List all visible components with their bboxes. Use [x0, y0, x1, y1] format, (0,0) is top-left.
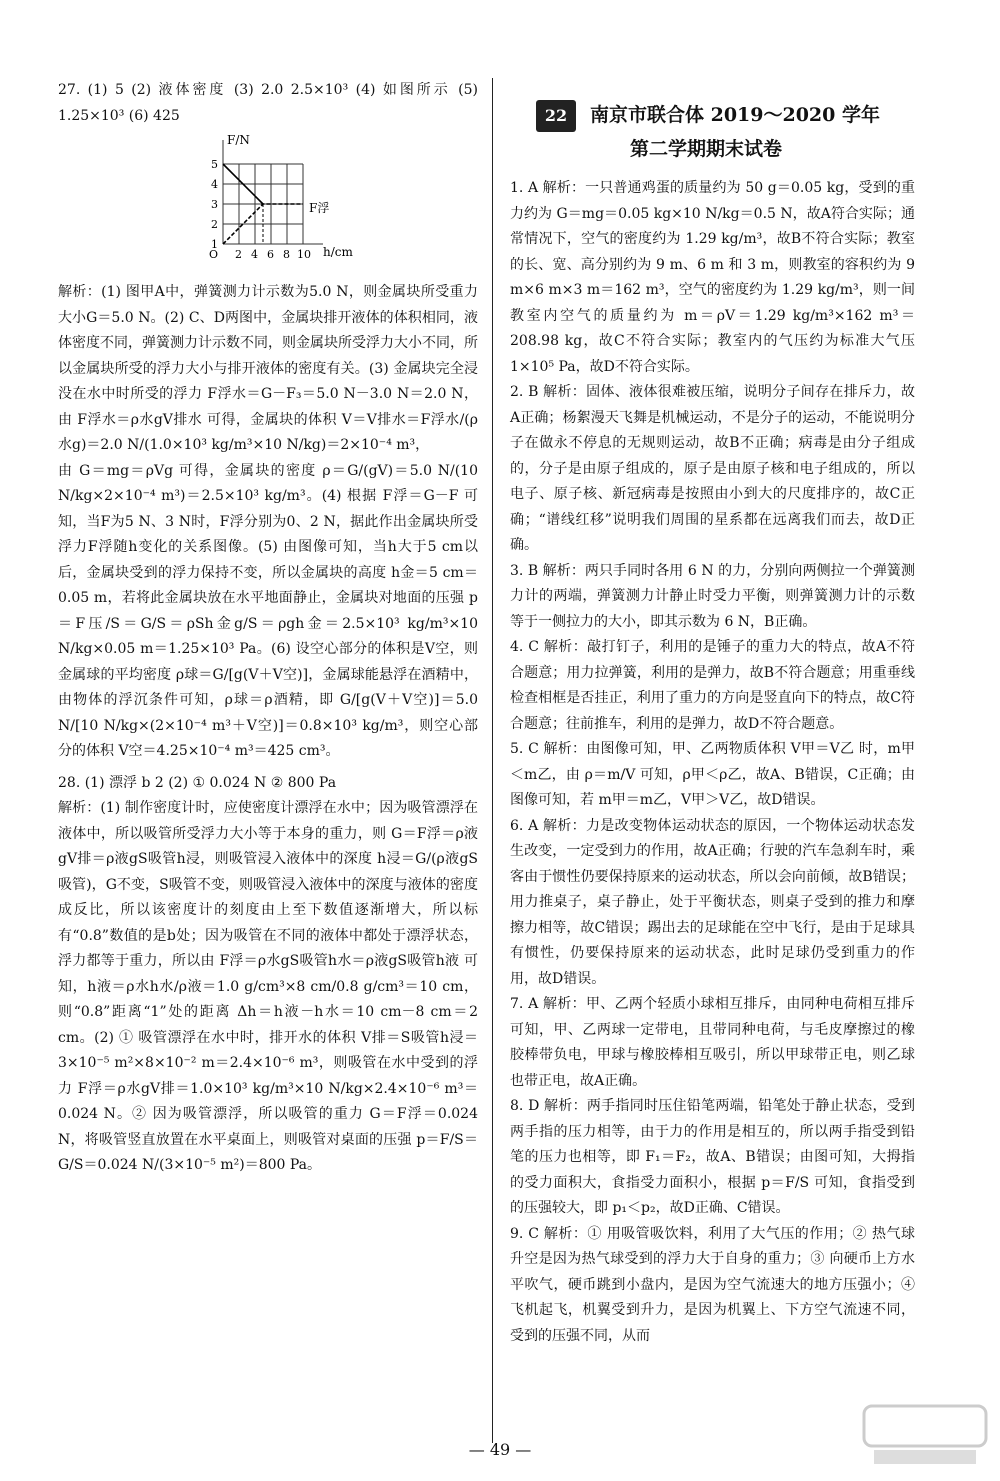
page-number: — 49 — [468, 1440, 532, 1459]
answer-7: 7. A 解析：甲、乙两个轻质小球相互排斥，由同种电荷相互排斥可知，甲、乙两球一定带电，且带同种电荷，与毛皮摩擦过的橡胶棒带负电，甲球与橡胶棒相互吸引，所以甲球带正电，则乙球也带正电，故A正确。 [510, 996, 915, 1089]
answer-2: 2. B 解析：固体、液体很难被压缩，说明分子间存在排斥力，故A正确；杨絮漫天飞舞是机械运动，不是分子的运动，不能说明分子在做永不停息的无规则运动，故B不正确；病毒是由分子组成的，分子是由原子组成的，原子是由原子核和电子组成的，所以电子、原子核、新冠病毒是按照由小到大的尺度排序的，故C正确；“谱线红移”说明我们周围的星系都在远离我们而去，故D正确。 [510, 384, 915, 553]
section-title-line2: 第二学期期末试卷 [630, 138, 783, 160]
x-tick: 2 [235, 248, 242, 261]
y-axis-label: F/N [227, 133, 250, 147]
x-tick: 6 [267, 248, 274, 261]
y-tick: 3 [211, 198, 218, 211]
q27-answer-line: 27. (1) 5 (2) 液体密度 (3) 2.0 2.5×10³ (4) 如图所示 (5) 1.25×10³ (6) 425 [58, 82, 478, 124]
answer-8: 8. D 解析：两手指同时压住铅笔两端，铅笔处于静止状态，受到两手指的压力相等，由于力的作用是相互的，所以两手指受到铅笔的压力也相等，即 F₁＝F₂，故A、B错误；由图可知，大拇指的受力面积大，食指受力面积小，根据 p＝F/S 可知，食指受到的压强较大，即 p₁＜p₂，故D正确、C错误。 [510, 1098, 915, 1216]
answer-6: 6. A 解析：力是改变物体运动状态的原因，一个物体运动状态发生改变，一定受到力的作用，故A正确；行驶的汽车急刹车时，乘客由于惯性仍要保持原来的运动状态，所以会向前倾，故B错误；用力推桌子，桌子静止，处于平衡状态，则桌子受到的推力和摩擦力相等，故C错误；踢出去的足球能在空中飞行，是由于足球具有惯性，仍要保持原来的运动状态，此时足球仍受到重力的作用，故D错误。 [510, 817, 915, 987]
answer-1: 1. A 解析：一只普通鸡蛋的质量约为 50 g＝0.05 kg，受到的重力约为 G＝mg＝0.05 kg×10 N/kg＝0.5 N，故A符合实际；通常情况下，空气的密度约为 1.29 kg/m³，故B不符合实际；教室的长、宽、高分别约为 9 m、6 m 和 3 m，则教室的容积约为 9 m×6 m×3 m＝162 m³，空气的密度约为 1.29 kg/m³，则一间教室内空气的质量约为 m＝ρV＝1.29 kg/m³×162 m³＝208.98 kg，故C不符合实际；教室内的气压约为标准大气压 1×10⁵ Pa，故D不符合实际。 [510, 180, 915, 375]
x-tick: 8 [283, 248, 290, 261]
q28-explanation: 解析：(1) 制作密度计时，应使密度计漂浮在水中；因为吸管漂浮在液体中，所以吸管所受浮力大小等于本身的重力，则 G＝F浮＝ρ液gV排＝ρ液gS吸管h浸，则吸管浸入液体中的深度 h浸＝G/(ρ液gS吸管)，G不变，S吸管不变，则吸管浸入液体中的深度与液体的密度成反比，所以该密度计的刻度由上至下数值逐渐增大，所以标有“0.8”数值的是b处；因为吸管在不同的液体中都处于漂浮状态，浮力都等于重力，所以由 F浮＝ρ水gS吸管h水＝ρ液gS吸管h液 可知，h液＝ρ水h水/ρ液＝1.0 g/cm³×8 cm/0.8 g/cm³＝10 cm，则“0.8”距离“1”处的距离 Δh＝h液－h水＝10 cm－8 cm＝2 cm。(2) ① 吸管漂浮在水中时，排开水的体积 V排＝S吸管h浸＝3×10⁻⁵ m²×8×10⁻² m＝2.4×10⁻⁶ m³，则吸管在水中受到的浮力 F浮＝ρ水gV排＝1.0×10³ kg/m³×10 N/kg×2.4×10⁻⁶ m³＝0.024 N。② 因为吸管漂浮，所以吸管的重力 G＝F浮＝0.024 N，将吸管竖直放置在水平桌面上，则吸管对桌面的压强 p＝F/S＝G/S＝0.024 N/(3×10⁻⁵ m²)＝800 Pa。 [58, 800, 478, 1173]
series-label: F浮 [309, 201, 330, 215]
y-tick: 4 [211, 178, 218, 191]
x-tick: 10 [297, 248, 311, 261]
q28-answer-line: 28. (1) 漂浮 b 2 (2) ① 0.024 N ② 800 Pa [58, 774, 337, 791]
section-number-badge: 22 [536, 100, 576, 132]
x-axis-label: h/cm [323, 245, 353, 259]
q27-explanation-1: 解析：(1) 图甲A中，弹簧测力计示数为5.0 N，则金属块所受重力大小G＝5.0 N。(2) C、D两图中，金属块排开液体的体积相同，液体密度不同，弹簧测力计示数不同，则金属块所受浮力大小不同，所以金属块所受的浮力大小与排开液体的密度有关。(3) 金属块完全浸没在水中时所受的浮力 F浮水＝G－F₃＝5.0 N－3.0 N＝2.0 N，由 F浮水＝ρ水gV排水 可得，金属块的体积 V＝V排水＝F浮水/(ρ水g)＝2.0 N/(1.0×10³ kg/m³×10 N/kg)＝2×10⁻⁴ m³， [58, 284, 478, 453]
watermark-logo [860, 1400, 990, 1470]
right-column [510, 176, 915, 1349]
section-title-line1: 南京市联合体 2019～2020 学年 [590, 104, 880, 126]
y-tick: 2 [211, 218, 218, 231]
column-divider [492, 78, 493, 1443]
answer-9: 9. C 解析：① 用吸管吸饮料，利用了大气压的作用；② 热气球升空是因为热气球受到的浮力大于自身的重力；③ 向硬币上方水平吹气，硬币跳到小盘内，是因为空气流速大的地方压强小；④ 飞机起飞，机翼受到升力，是因为机翼上、下方空气流速不同，受到的压强不同，从而 [510, 1225, 915, 1344]
answer-5: 5. C 解析：由图像可知，甲、乙两物质体积 V甲＝V乙 时，m甲＜m乙，由 ρ＝m/V 可知，ρ甲＜ρ乙，故A、B错误，C正确；由图像可知，若 m甲＝m乙，V甲＞V乙，故D错误。 [510, 741, 915, 808]
answer-4: 4. C 解析：敲打钉子，利用的是锤子的重力大的特点，故A不符合题意；用力拉弹簧，利用的是弹力，故B不符合题意；用重垂线检查相框是否挂正，利用了重力的方向是竖直向下的特点，故C符合题意；往前推车，利用的是弹力，故D不符合题意。 [510, 639, 915, 732]
origin-label: O [209, 248, 219, 261]
q27-explanation-2: 由 G＝mg＝ρVg 可得，金属块的密度 ρ＝G/(gV)＝5.0 N/(10 N/kg×2×10⁻⁴ m³)＝2.5×10³ kg/m³。(4) 根据 F浮＝G－F 可知，当F为5 N、3 N时，F浮分别为0、2 N，据此作出金属块所受浮力F浮随h变化的关系图像。(5) 由图像可知，当h大于5 cm以后，金属块受到的浮力保持不变，所以金属块的高度 h金＝5 cm＝0.05 m，若将此金属块放在水平地面静止，金属块对地面的压强 p＝F压/S＝G/S＝ρSh金g/S＝ρgh金＝2.5×10³ kg/m³×10 N/kg×0.05 m＝1.25×10³ Pa。(6) 设空心部分的体积是V空，则金属球的平均密度 ρ球＝G/[g(V＋V空)]，金属球能悬浮在酒精中，由物体的浮沉条件可知，ρ球＝ρ酒精，即 G/[g(V＋V空)]＝5.0 N/[10 N/kg×(2×10⁻⁴ m³＋V空)]＝0.8×10³ kg/m³，则空心部分的体积 V空＝4.25×10⁻⁴ m³＝425 cm³。 [58, 462, 478, 759]
x-tick: 4 [251, 248, 258, 261]
answer-3: 3. B 解析：两只手同时各用 6 N 的力，分别向两侧拉一个弹簧测力计的两端，弹簧测力计静止时受力平衡，则弹簧测力计的示数等于一侧拉力的大小，即其示数为 6 N，B正确。 [510, 562, 915, 630]
y-tick: 1 [211, 238, 218, 251]
y-tick: 5 [211, 158, 218, 171]
buoyancy-graph [205, 132, 355, 272]
